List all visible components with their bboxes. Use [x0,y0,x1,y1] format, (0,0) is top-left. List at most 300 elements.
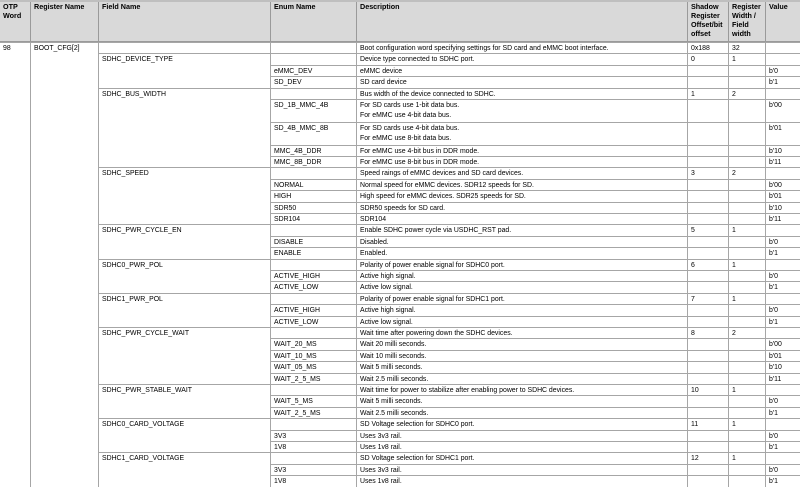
cell-field-name [99,430,271,441]
cell-width: 1 [729,259,766,270]
cell-register-name [31,53,99,64]
cell-field-name [99,475,271,486]
cell-offset [688,156,729,167]
cell-otp-word [0,384,31,395]
cell-enum-name [271,418,357,429]
table-row [0,259,800,270]
cell-description: Normal speed for eMMC devices. SDR12 speeds for SD. [357,179,688,190]
cell-description: SDR104 [357,213,688,224]
cell-description: Active high signal. [357,304,688,315]
cell-offset [688,361,729,372]
cell-otp-word [0,53,31,64]
cell-description: Wait 5 milli seconds. [357,395,688,406]
cell-offset: 8 [688,327,729,338]
cell-value [766,42,800,53]
cell-width [729,270,766,281]
cell-width [729,316,766,327]
cell-offset [688,350,729,361]
header-otp-word [0,2,31,42]
cell-value [766,133,800,144]
cell-value: b'11 [766,373,800,384]
cell-register-name [31,384,99,395]
table-row [0,270,800,281]
cell-offset [688,464,729,475]
cell-register-name [31,259,99,270]
cell-register-name [31,156,99,167]
cell-enum-name: 1V8 [271,475,357,486]
cell-width [729,145,766,156]
cell-otp-word [0,475,31,486]
cell-register-name [31,418,99,429]
cell-value: b'10 [766,361,800,372]
cell-width [729,213,766,224]
cell-otp-word [0,304,31,315]
cell-description: SD Voltage selection for SDHC1 port. [357,452,688,463]
cell-otp-word [0,407,31,418]
cell-value [766,110,800,121]
cell-enum-name [271,53,357,64]
cell-enum-name: 3V3 [271,464,357,475]
cell-otp-word [0,259,31,270]
cell-field-name: SDHC_PWR_CYCLE_WAIT [99,327,271,338]
cell-field-name [99,373,271,384]
cell-field-name [99,213,271,224]
cell-description: Wait 2.5 milli seconds. [357,373,688,384]
cell-register-name [31,327,99,338]
cell-register-name [31,395,99,406]
cell-width [729,350,766,361]
cell-otp-word [0,350,31,361]
header-shadow-offset [688,2,729,42]
cell-otp-word [0,373,31,384]
table-row [0,236,800,247]
cell-value [766,418,800,429]
table-row [0,145,800,156]
cell-description: Polarity of power enable signal for SDHC0 port. [357,259,688,270]
cell-width: 2 [729,327,766,338]
cell-enum-name: ACTIVE_HIGH [271,270,357,281]
cell-otp-word [0,190,31,201]
cell-width [729,361,766,372]
cell-offset [688,270,729,281]
cell-value: b'0 [766,304,800,315]
cell-otp-word [0,293,31,304]
cell-value [766,224,800,235]
cell-offset: 6 [688,259,729,270]
cell-register-name [31,110,99,121]
table-row [0,110,800,121]
cell-field-name [99,110,271,121]
cell-width [729,65,766,76]
cell-field-name: SDHC_PWR_STABLE_WAIT [99,384,271,395]
cell-enum-name: SD_DEV [271,76,357,87]
cell-field-name [99,338,271,349]
cell-width [729,475,766,486]
cell-width: 2 [729,88,766,99]
cell-value: b'1 [766,441,800,452]
table-row [0,464,800,475]
cell-enum-name: ENABLE [271,247,357,258]
cell-width [729,202,766,213]
cell-value [766,167,800,178]
cell-field-name: SDHC1_CARD_VOLTAGE [99,452,271,463]
table-row [0,167,800,178]
header-register-name-text: Register Name [34,2,85,11]
cell-field-name [99,133,271,144]
table-row [0,247,800,258]
cell-width [729,407,766,418]
table-row [0,338,800,349]
cell-value: b'01 [766,122,800,133]
cell-otp-word [0,281,31,292]
cell-value: b'10 [766,145,800,156]
header-field-name [99,2,271,42]
cell-enum-name [271,110,357,121]
cell-field-name [99,304,271,315]
cell-width: 1 [729,293,766,304]
cell-enum-name: WAIT_5_MS [271,395,357,406]
cell-description: Uses 3v3 rail. [357,464,688,475]
cell-offset [688,304,729,315]
cell-enum-name [271,167,357,178]
cell-offset: 1 [688,88,729,99]
cell-width [729,373,766,384]
cell-value [766,259,800,270]
header-value-text: Value [769,2,788,11]
cell-register-name [31,190,99,201]
cell-field-name [99,179,271,190]
cell-field-name [99,270,271,281]
cell-otp-word [0,327,31,338]
cell-enum-name: SDR104 [271,213,357,224]
cell-otp-word [0,452,31,463]
cell-register-name [31,99,99,110]
cell-enum-name: WAIT_05_MS [271,361,357,372]
cell-width [729,281,766,292]
cell-otp-word [0,133,31,144]
cell-description: Speed raings of eMMC devices and SD card devices. [357,167,688,178]
cell-value: b'00 [766,338,800,349]
cell-enum-name: HIGH [271,190,357,201]
cell-description: SDR50 speeds for SD card. [357,202,688,213]
cell-offset [688,190,729,201]
cell-description: Wait 10 milli seconds. [357,350,688,361]
cell-value: b'0 [766,65,800,76]
cell-width [729,76,766,87]
cell-field-name: SDHC_PWR_CYCLE_EN [99,224,271,235]
cell-field-name [99,202,271,213]
cell-enum-name [271,259,357,270]
cell-enum-name [271,452,357,463]
cell-value: b'10 [766,202,800,213]
header-otp-word-text: OTP Word [3,2,22,20]
table-row [0,373,800,384]
cell-offset [688,430,729,441]
table-row [0,281,800,292]
cell-value: b'1 [766,316,800,327]
cell-field-name [99,247,271,258]
cell-register-name [31,122,99,133]
cell-offset: 5 [688,224,729,235]
cell-enum-name: 1V8 [271,441,357,452]
cell-offset: 12 [688,452,729,463]
cell-offset [688,76,729,87]
cell-otp-word [0,441,31,452]
cell-width [729,122,766,133]
cell-field-name [99,99,271,110]
table-row [0,190,800,201]
cell-otp-word [0,430,31,441]
cell-offset [688,145,729,156]
cell-description: Bus width of the device connected to SDHC. [357,88,688,99]
table-row [0,418,800,429]
cell-register-name [31,304,99,315]
cell-value [766,53,800,64]
table-row [0,53,800,64]
cell-register-name [31,224,99,235]
cell-description: Active low signal. [357,281,688,292]
cell-description: Enabled. [357,247,688,258]
table-row [0,384,800,395]
cell-otp-word [0,122,31,133]
cell-field-name: SDHC0_CARD_VOLTAGE [99,418,271,429]
cell-value: b'01 [766,190,800,201]
cell-description: Uses 1v8 rail. [357,475,688,486]
cell-field-name [99,361,271,372]
cell-description: Wait 2.5 milli seconds. [357,407,688,418]
cell-field-name [99,316,271,327]
cell-description: For SD cards use 4-bit data bus. [357,122,688,133]
cell-offset [688,475,729,486]
cell-offset [688,395,729,406]
cell-enum-name: SD_1B_MMC_4B [271,99,357,110]
cell-field-name [99,156,271,167]
cell-offset [688,122,729,133]
table-row [0,42,800,53]
header-description [357,2,688,42]
cell-field-name [99,281,271,292]
cell-field-name [99,441,271,452]
cell-field-name [99,464,271,475]
cell-otp-word [0,224,31,235]
cell-otp-word [0,110,31,121]
header-shadow-offset-text: Shadow Register Offset/bit offset [691,2,723,38]
cell-enum-name: MMC_4B_DDR [271,145,357,156]
cell-offset: 10 [688,384,729,395]
table-row [0,156,800,167]
cell-value: b'1 [766,247,800,258]
cell-register-name [31,88,99,99]
table-row [0,407,800,418]
header-width [729,2,766,42]
cell-register-name [31,475,99,486]
table-row [0,122,800,133]
cell-width: 2 [729,167,766,178]
cell-otp-word [0,395,31,406]
table-row [0,76,800,87]
cell-field-name [99,407,271,418]
cell-enum-name: WAIT_20_MS [271,338,357,349]
cell-value [766,384,800,395]
cell-register-name [31,281,99,292]
cell-offset [688,407,729,418]
cell-field-name [99,190,271,201]
cell-width: 1 [729,224,766,235]
cell-register-name [31,441,99,452]
cell-otp-word [0,213,31,224]
cell-width [729,236,766,247]
cell-register-name [31,293,99,304]
cell-otp-word [0,418,31,429]
cell-offset [688,110,729,121]
cell-enum-name [271,327,357,338]
cell-enum-name [271,133,357,144]
cell-field-name [99,236,271,247]
table-row [0,133,800,144]
table-row [0,452,800,463]
cell-offset [688,213,729,224]
cell-description: Active high signal. [357,270,688,281]
header-enum-name [271,2,357,42]
cell-register-name [31,247,99,258]
cell-width [729,464,766,475]
header-description-text: Description [360,2,400,11]
header-width-text: Register Width / Field width [732,2,761,38]
cell-value: b'1 [766,475,800,486]
table-row [0,475,800,486]
cell-width: 1 [729,384,766,395]
cell-value: b'0 [766,270,800,281]
cell-enum-name: SDR50 [271,202,357,213]
cell-register-name [31,361,99,372]
cell-field-name [99,65,271,76]
cell-description: Uses 1v8 rail. [357,441,688,452]
cell-enum-name [271,224,357,235]
cell-width [729,99,766,110]
cell-offset [688,236,729,247]
cell-offset [688,316,729,327]
cell-field-name: SDHC_DEVICE_TYPE [99,53,271,64]
cell-otp-word [0,270,31,281]
cell-description: Boot configuration word specifying settings for SD card and eMMC boot interface. [357,42,688,53]
cell-value: b'00 [766,99,800,110]
cell-offset [688,179,729,190]
cell-enum-name: ACTIVE_LOW [271,316,357,327]
cell-description: SD Voltage selection for SDHC0 port. [357,418,688,429]
cell-register-name [31,373,99,384]
cell-otp-word [0,88,31,99]
cell-description: Polarity of power enable signal for SDHC1 port. [357,293,688,304]
cell-offset: 0x188 [688,42,729,53]
cell-width [729,190,766,201]
cell-width [729,441,766,452]
cell-register-name [31,202,99,213]
cell-description: For SD cards use 1-bit data bus. [357,99,688,110]
cell-enum-name: ACTIVE_HIGH [271,304,357,315]
cell-field-name: SDHC0_PWR_POL [99,259,271,270]
cell-description: High speed for eMMC devices. SDR25 speeds for SD. [357,190,688,201]
cell-enum-name: WAIT_2_5_MS [271,373,357,384]
cell-value: b'00 [766,179,800,190]
cell-width: 1 [729,418,766,429]
cell-width: 1 [729,53,766,64]
header-enum-name-text: Enum Name [274,2,316,11]
cell-register-name [31,133,99,144]
cell-otp-word [0,361,31,372]
table-row [0,361,800,372]
cell-offset: 11 [688,418,729,429]
table-row [0,304,800,315]
cell-offset [688,338,729,349]
cell-value [766,88,800,99]
cell-width [729,304,766,315]
cell-enum-name: WAIT_10_MS [271,350,357,361]
cell-description: Active low signal. [357,316,688,327]
cell-field-name [99,122,271,133]
cell-otp-word [0,179,31,190]
cell-description: For eMMC use 4-bit bus in DDR mode. [357,145,688,156]
cell-value: b'1 [766,407,800,418]
cell-width [729,247,766,258]
table-row [0,88,800,99]
table-row [0,441,800,452]
cell-description: For eMMC use 8-bit bus in DDR mode. [357,156,688,167]
cell-description: Enable SDHC power cycle via USDHC_RST pad. [357,224,688,235]
cell-enum-name: DISABLE [271,236,357,247]
cell-register-name [31,452,99,463]
cell-width [729,133,766,144]
table-row [0,224,800,235]
cell-value: b'11 [766,156,800,167]
table-row [0,213,800,224]
cell-description: Wait time for power to stabilize after enabling power to SDHC devices. [357,384,688,395]
cell-otp-word [0,247,31,258]
cell-description: Wait 5 milli seconds. [357,361,688,372]
cell-enum-name [271,384,357,395]
cell-enum-name [271,293,357,304]
cell-register-name [31,338,99,349]
cell-otp-word [0,167,31,178]
cell-value: b'01 [766,350,800,361]
cell-register-name [31,430,99,441]
table-row [0,395,800,406]
cell-offset: 0 [688,53,729,64]
cell-width [729,179,766,190]
header-field-name-text: Field Name [102,2,141,11]
table-row [0,350,800,361]
cell-offset [688,202,729,213]
cell-description: SD card device [357,76,688,87]
cell-offset: 7 [688,293,729,304]
cell-offset [688,133,729,144]
cell-enum-name: ACTIVE_LOW [271,281,357,292]
table-row [0,65,800,76]
table-row [0,327,800,338]
cell-description: Wait 20 milli seconds. [357,338,688,349]
cell-offset [688,99,729,110]
cell-otp-word [0,316,31,327]
cell-value: b'0 [766,430,800,441]
cell-width: 1 [729,452,766,463]
cell-field-name [99,395,271,406]
cell-register-name [31,179,99,190]
cell-register-name [31,145,99,156]
header-value [766,2,800,42]
cell-otp-word [0,145,31,156]
cell-enum-name: 3V3 [271,430,357,441]
cell-offset [688,65,729,76]
cell-otp-word [0,464,31,475]
